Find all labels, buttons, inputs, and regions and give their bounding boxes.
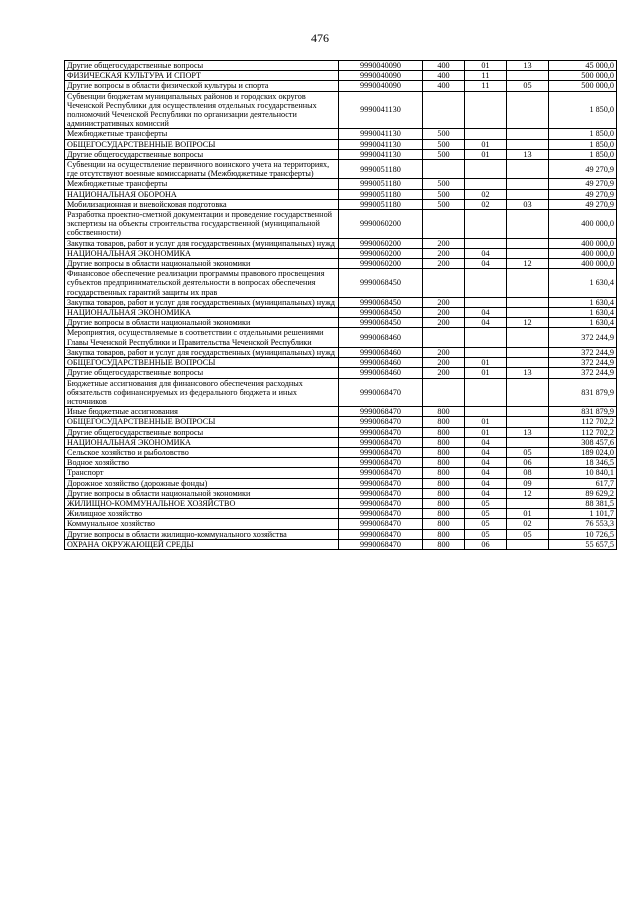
cell-expense-type: 200 [423, 318, 465, 328]
cell-expense-type: 200 [423, 297, 465, 307]
cell-name: Бюджетные ассигнования для финансового обеспечения расходных обязательств софинансируемых из федерального бюджета и иных источников [65, 378, 339, 407]
cell-section: 01 [465, 139, 507, 149]
cell-expense-type: 200 [423, 308, 465, 318]
cell-target-code: 9990068470 [339, 407, 423, 417]
cell-target-code: 9990068470 [339, 488, 423, 498]
cell-amount: 617,7 [549, 478, 617, 488]
table-row [65, 129, 617, 139]
cell-name: ОБЩЕГОСУДАРСТВЕННЫЕ ВОПРОСЫ [65, 417, 339, 427]
table-row [65, 328, 617, 347]
cell-expense-type: 800 [423, 447, 465, 457]
cell-subsection: 13 [507, 427, 549, 437]
cell-name: Другие общегосударственные вопросы [65, 149, 339, 159]
cell-name: Дорожное хозяйство (дорожные фонды) [65, 478, 339, 488]
cell-subsection: 13 [507, 61, 549, 71]
cell-subsection [507, 378, 549, 407]
cell-amount: 400 000,0 [549, 238, 617, 248]
cell-section: 04 [465, 468, 507, 478]
cell-expense-type: 400 [423, 61, 465, 71]
cell-expense-type [423, 91, 465, 129]
table-row [65, 407, 617, 417]
cell-expense-type: 800 [423, 519, 465, 529]
table-row [65, 468, 617, 478]
cell-name: Другие вопросы в области национальной экономики [65, 318, 339, 328]
cell-section: 05 [465, 498, 507, 508]
table-row [65, 509, 617, 519]
cell-name: НАЦИОНАЛЬНАЯ ЭКОНОМИКА [65, 308, 339, 318]
cell-name: Разработка проектно-сметной документации и проведение государственной экспертизы на объекты строительства государственной (муниципальной собственности) [65, 210, 339, 239]
cell-target-code: 9990068460 [339, 347, 423, 357]
cell-target-code: 9990068450 [339, 308, 423, 318]
cell-section: 04 [465, 318, 507, 328]
cell-expense-type: 500 [423, 149, 465, 159]
table-row [65, 269, 617, 298]
cell-subsection [507, 308, 549, 318]
cell-expense-type: 400 [423, 81, 465, 91]
cell-amount: 49 270,9 [549, 160, 617, 179]
cell-expense-type: 800 [423, 427, 465, 437]
cell-expense-type: 200 [423, 358, 465, 368]
cell-name: Субвенции бюджетам муниципальных районов и городских округов Чеченской Республики для осуществления отдельных государственных полномочий Чеченской Республики по организации деятельности административных комиссий [65, 91, 339, 129]
cell-amount: 308 457,6 [549, 437, 617, 447]
cell-amount: 1 630,4 [549, 308, 617, 318]
cell-amount: 112 702,2 [549, 417, 617, 427]
cell-target-code: 9990051180 [339, 160, 423, 179]
cell-subsection: 12 [507, 259, 549, 269]
cell-expense-type: 800 [423, 539, 465, 549]
cell-name: Другие общегосударственные вопросы [65, 427, 339, 437]
cell-subsection [507, 179, 549, 189]
cell-section [465, 179, 507, 189]
cell-section: 05 [465, 529, 507, 539]
cell-expense-type: 500 [423, 139, 465, 149]
cell-name: Коммунальное хозяйство [65, 519, 339, 529]
cell-amount: 372 244,9 [549, 347, 617, 357]
page-number: 476 [311, 31, 329, 45]
cell-expense-type: 500 [423, 199, 465, 209]
table-row [65, 199, 617, 209]
cell-section: 01 [465, 417, 507, 427]
cell-expense-type: 800 [423, 478, 465, 488]
table-row [65, 529, 617, 539]
cell-name: ЖИЛИЩНО-КОММУНАЛЬНОЕ ХОЗЯЙСТВО [65, 498, 339, 508]
cell-subsection: 13 [507, 368, 549, 378]
cell-section: 04 [465, 308, 507, 318]
table-row [65, 160, 617, 179]
cell-subsection [507, 407, 549, 417]
cell-target-code: 9990068470 [339, 468, 423, 478]
cell-target-code: 9990068470 [339, 509, 423, 519]
cell-name: Мобилизационная и вневойсковая подготовка [65, 199, 339, 209]
cell-name: Другие общегосударственные вопросы [65, 368, 339, 378]
cell-amount: 400 000,0 [549, 210, 617, 239]
cell-name: ОБЩЕГОСУДАРСТВЕННЫЕ ВОПРОСЫ [65, 139, 339, 149]
cell-target-code: 9990051180 [339, 179, 423, 189]
cell-expense-type: 800 [423, 468, 465, 478]
cell-amount: 112 702,2 [549, 427, 617, 437]
cell-target-code: 9990068470 [339, 417, 423, 427]
cell-name: ФИЗИЧЕСКАЯ КУЛЬТУРА И СПОРТ [65, 71, 339, 81]
cell-subsection [507, 498, 549, 508]
cell-section [465, 269, 507, 298]
cell-subsection [507, 269, 549, 298]
cell-target-code: 9990040090 [339, 61, 423, 71]
cell-name: Сельское хозяйство и рыболовство [65, 447, 339, 457]
cell-amount: 372 244,9 [549, 368, 617, 378]
cell-amount: 1 630,4 [549, 318, 617, 328]
cell-target-code: 9990060200 [339, 259, 423, 269]
cell-expense-type: 800 [423, 417, 465, 427]
table-row [65, 378, 617, 407]
cell-target-code: 9990041130 [339, 139, 423, 149]
cell-name: ОХРАНА ОКРУЖАЮЩЕЙ СРЕДЫ [65, 539, 339, 549]
cell-name: Закупка товаров, работ и услуг для государственных (муниципальных) нужд [65, 297, 339, 307]
table-row [65, 539, 617, 549]
cell-amount: 1 630,4 [549, 297, 617, 307]
cell-section: 11 [465, 81, 507, 91]
cell-target-code: 9990068470 [339, 458, 423, 468]
cell-name: Субвенции на осуществление первичного воинского учета на территориях, где отсутствуют военные комиссариаты (Межбюджетные трансферты) [65, 160, 339, 179]
cell-target-code: 9990068470 [339, 447, 423, 457]
cell-section: 04 [465, 488, 507, 498]
cell-amount: 831 879,9 [549, 407, 617, 417]
table-row [65, 488, 617, 498]
cell-section: 04 [465, 259, 507, 269]
cell-amount: 1 101,7 [549, 509, 617, 519]
cell-subsection [507, 437, 549, 447]
cell-target-code: 9990068470 [339, 427, 423, 437]
cell-amount: 55 657,5 [549, 539, 617, 549]
cell-name: НАЦИОНАЛЬНАЯ ЭКОНОМИКА [65, 437, 339, 447]
cell-amount: 76 553,3 [549, 519, 617, 529]
cell-section: 01 [465, 368, 507, 378]
table-row [65, 478, 617, 488]
cell-name: Другие вопросы в области национальной экономики [65, 488, 339, 498]
cell-subsection: 12 [507, 318, 549, 328]
cell-subsection [507, 297, 549, 307]
table-row [65, 447, 617, 457]
cell-section [465, 129, 507, 139]
cell-subsection [507, 189, 549, 199]
cell-section: 02 [465, 199, 507, 209]
table-row [65, 91, 617, 129]
cell-section [465, 210, 507, 239]
cell-target-code: 9990060200 [339, 238, 423, 248]
cell-expense-type: 800 [423, 437, 465, 447]
cell-name: Закупка товаров, работ и услуг для государственных (муниципальных) нужд [65, 238, 339, 248]
cell-expense-type [423, 328, 465, 347]
cell-subsection: 09 [507, 478, 549, 488]
table-row [65, 318, 617, 328]
cell-expense-type [423, 269, 465, 298]
cell-target-code: 9990068450 [339, 297, 423, 307]
cell-target-code: 9990068470 [339, 437, 423, 447]
cell-name: Водное хозяйство [65, 458, 339, 468]
cell-subsection [507, 129, 549, 139]
cell-subsection [507, 417, 549, 427]
cell-name: Иные бюджетные ассигнования [65, 407, 339, 417]
cell-subsection [507, 91, 549, 129]
cell-subsection: 13 [507, 149, 549, 159]
cell-subsection: 01 [507, 509, 549, 519]
cell-target-code: 9990068470 [339, 519, 423, 529]
cell-name: Мероприятия, осуществляемые в соответствии с отдельными решениями Главы Чеченской Республики и Правительства Чеченской Республики [65, 328, 339, 347]
cell-amount: 1 850,0 [549, 139, 617, 149]
cell-name: Жилищное хозяйство [65, 509, 339, 519]
cell-expense-type: 200 [423, 238, 465, 248]
cell-target-code: 9990041130 [339, 91, 423, 129]
cell-name: ОБЩЕГОСУДАРСТВЕННЫЕ ВОПРОСЫ [65, 358, 339, 368]
table-row [65, 238, 617, 248]
cell-section: 01 [465, 61, 507, 71]
cell-amount: 10 726,5 [549, 529, 617, 539]
table-row [65, 139, 617, 149]
cell-expense-type: 500 [423, 179, 465, 189]
cell-section [465, 407, 507, 417]
cell-amount: 49 270,9 [549, 199, 617, 209]
cell-subsection [507, 248, 549, 258]
cell-subsection [507, 539, 549, 549]
cell-section [465, 238, 507, 248]
cell-target-code: 9990060200 [339, 248, 423, 258]
cell-expense-type: 800 [423, 488, 465, 498]
table-row [65, 417, 617, 427]
cell-subsection: 03 [507, 199, 549, 209]
cell-section [465, 91, 507, 129]
cell-section: 11 [465, 71, 507, 81]
cell-amount: 1 850,0 [549, 91, 617, 129]
cell-expense-type: 500 [423, 189, 465, 199]
cell-expense-type: 200 [423, 259, 465, 269]
cell-target-code: 9990068470 [339, 498, 423, 508]
budget-table [64, 60, 617, 550]
table-row [65, 259, 617, 269]
cell-name: Другие вопросы в области национальной экономики [65, 259, 339, 269]
cell-subsection [507, 139, 549, 149]
cell-target-code: 9990068470 [339, 529, 423, 539]
cell-subsection: 05 [507, 81, 549, 91]
cell-section [465, 378, 507, 407]
cell-name: Финансовое обеспечение реализации программы правового просвещения субъектов предпринимательской деятельности в вопросах обеспечения государственных гарантий защиты их прав [65, 269, 339, 298]
cell-amount: 400 000,0 [549, 248, 617, 258]
cell-subsection [507, 358, 549, 368]
table-row [65, 358, 617, 368]
cell-section: 01 [465, 427, 507, 437]
cell-name: НАЦИОНАЛЬНАЯ ЭКОНОМИКА [65, 248, 339, 258]
cell-subsection: 08 [507, 468, 549, 478]
cell-expense-type [423, 210, 465, 239]
table-row [65, 61, 617, 71]
cell-target-code: 9990068460 [339, 358, 423, 368]
cell-target-code: 9990051180 [339, 199, 423, 209]
cell-section: 04 [465, 447, 507, 457]
cell-name: Другие вопросы в области жилищно-коммунального хозяйства [65, 529, 339, 539]
cell-subsection [507, 71, 549, 81]
cell-target-code: 9990041130 [339, 149, 423, 159]
cell-amount: 88 381,5 [549, 498, 617, 508]
cell-section [465, 347, 507, 357]
cell-amount: 500 000,0 [549, 81, 617, 91]
cell-expense-type: 800 [423, 498, 465, 508]
cell-target-code: 9990040090 [339, 81, 423, 91]
table-row [65, 437, 617, 447]
cell-section: 01 [465, 358, 507, 368]
cell-amount: 49 270,9 [549, 189, 617, 199]
cell-expense-type: 800 [423, 509, 465, 519]
cell-expense-type: 800 [423, 458, 465, 468]
cell-target-code: 9990068450 [339, 269, 423, 298]
cell-amount: 18 346,5 [549, 458, 617, 468]
cell-expense-type: 800 [423, 407, 465, 417]
cell-amount: 1 850,0 [549, 129, 617, 139]
cell-name: Транспорт [65, 468, 339, 478]
cell-section: 04 [465, 458, 507, 468]
cell-section: 06 [465, 539, 507, 549]
cell-amount: 89 629,2 [549, 488, 617, 498]
cell-subsection: 05 [507, 447, 549, 457]
cell-name: Межбюджетные трансферты [65, 179, 339, 189]
cell-amount: 831 879,9 [549, 378, 617, 407]
cell-amount: 1 630,4 [549, 269, 617, 298]
cell-target-code: 9990060200 [339, 210, 423, 239]
table-row [65, 248, 617, 258]
cell-name: Межбюджетные трансферты [65, 129, 339, 139]
cell-expense-type: 200 [423, 248, 465, 258]
cell-section: 04 [465, 437, 507, 447]
cell-subsection: 06 [507, 458, 549, 468]
cell-subsection: 12 [507, 488, 549, 498]
cell-expense-type: 500 [423, 129, 465, 139]
cell-name: Другие вопросы в области физической культуры и спорта [65, 81, 339, 91]
cell-amount: 189 024,0 [549, 447, 617, 457]
cell-amount: 372 244,9 [549, 328, 617, 347]
cell-subsection [507, 347, 549, 357]
cell-expense-type [423, 378, 465, 407]
table-row [65, 368, 617, 378]
table-row [65, 149, 617, 159]
cell-section: 04 [465, 248, 507, 258]
table-row [65, 210, 617, 239]
cell-section: 04 [465, 478, 507, 488]
cell-subsection [507, 210, 549, 239]
table-row [65, 81, 617, 91]
cell-section [465, 328, 507, 347]
cell-target-code: 9990068470 [339, 478, 423, 488]
cell-name: Другие общегосударственные вопросы [65, 61, 339, 71]
cell-expense-type: 200 [423, 347, 465, 357]
cell-subsection [507, 328, 549, 347]
cell-amount: 10 840,1 [549, 468, 617, 478]
table-row [65, 498, 617, 508]
table-row [65, 71, 617, 81]
cell-target-code: 9990041130 [339, 129, 423, 139]
cell-target-code: 9990068470 [339, 378, 423, 407]
cell-target-code: 9990068470 [339, 539, 423, 549]
cell-amount: 1 850,0 [549, 149, 617, 159]
cell-target-code: 9990068450 [339, 318, 423, 328]
cell-amount: 372 244,9 [549, 358, 617, 368]
table-row [65, 519, 617, 529]
cell-name: Закупка товаров, работ и услуг для государственных (муниципальных) нужд [65, 347, 339, 357]
cell-section: 01 [465, 149, 507, 159]
table-row [65, 179, 617, 189]
cell-section: 05 [465, 509, 507, 519]
cell-amount: 45 000,0 [549, 61, 617, 71]
cell-expense-type [423, 160, 465, 179]
cell-amount: 500 000,0 [549, 71, 617, 81]
cell-amount: 49 270,9 [549, 179, 617, 189]
cell-section [465, 297, 507, 307]
cell-target-code: 9990051180 [339, 189, 423, 199]
cell-expense-type: 400 [423, 71, 465, 81]
cell-amount: 400 000,0 [549, 259, 617, 269]
cell-target-code: 9990040090 [339, 71, 423, 81]
cell-expense-type: 800 [423, 529, 465, 539]
cell-subsection: 02 [507, 519, 549, 529]
table-body [65, 61, 617, 550]
table-row [65, 308, 617, 318]
cell-subsection: 05 [507, 529, 549, 539]
cell-name: НАЦИОНАЛЬНАЯ ОБОРОНА [65, 189, 339, 199]
table-row [65, 458, 617, 468]
table-row [65, 297, 617, 307]
table-row [65, 347, 617, 357]
table-row [65, 189, 617, 199]
table-row [65, 427, 617, 437]
cell-section: 02 [465, 189, 507, 199]
cell-target-code: 9990068460 [339, 368, 423, 378]
cell-expense-type: 200 [423, 368, 465, 378]
cell-subsection [507, 238, 549, 248]
cell-section: 05 [465, 519, 507, 529]
cell-target-code: 9990068460 [339, 328, 423, 347]
cell-subsection [507, 160, 549, 179]
cell-section [465, 160, 507, 179]
